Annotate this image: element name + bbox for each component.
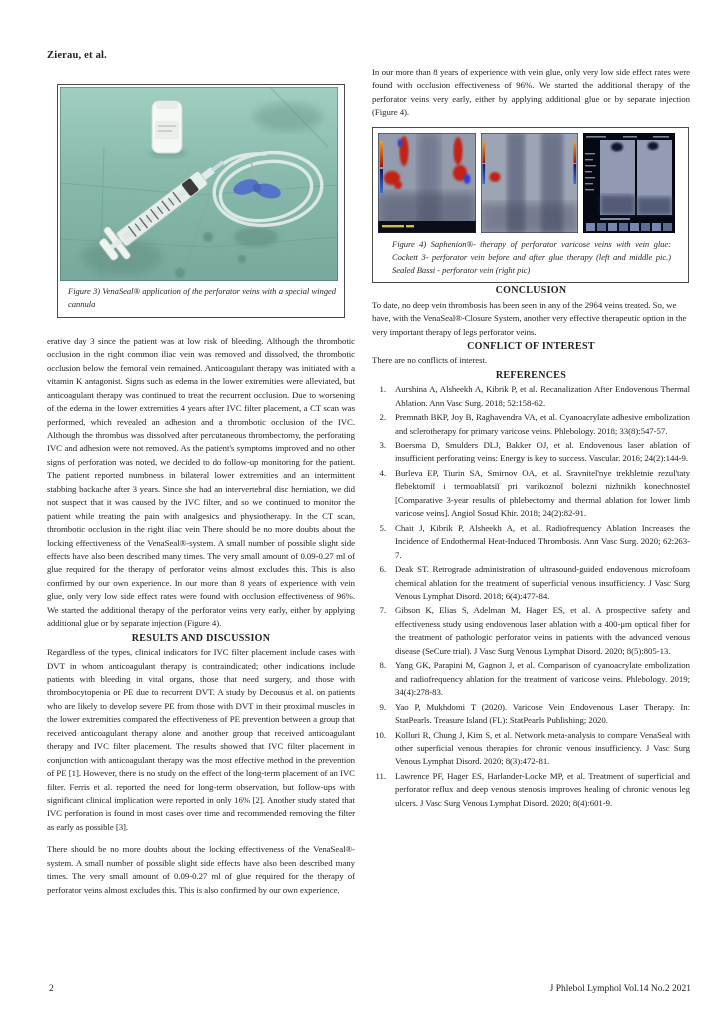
figure3-photo (60, 87, 338, 281)
conflict-paragraph: There are no conflicts of interest. (372, 355, 488, 366)
figure3-caption: Figure 3) VenaSeal® application of the perforator veins with a special winged cannula (68, 286, 336, 309)
measure-label (600, 218, 630, 220)
reference-text: Boersma D, Smulders DLJ, Bakker OJ, et al. Endovenous laser ablation of insufficient perforating veins: Energy is key to success. Vascular. 2016; 24(2):144-9. (395, 440, 690, 464)
footer-page-number: 2 (49, 984, 54, 994)
reference-item (372, 729, 690, 769)
reference-item (372, 439, 690, 466)
reference-number: 2. (379, 412, 386, 423)
reference-text: Aurshina A, Alsheekh A, Kibrik P, et al. Recanalization After Endovenous Thermal Ablation. Ann Vasc Surg. 2018; 52:158-62. (395, 384, 690, 408)
reference-item (372, 701, 690, 728)
author-header: Zierau, et al. (47, 50, 107, 61)
reference-item (372, 383, 690, 410)
reference-number: 3. (379, 440, 386, 450)
references-heading: REFERENCES (495, 369, 567, 381)
figure4-caption: Figure 4) Saphenion®- therapy of perforator varicose veins with vein glue: Cockett 3- perforator vein before and after glue therapy (left and middle pic.) Sealed Bassi - perforator vein (right pic) (392, 238, 671, 275)
ultrasound-image-after (481, 133, 578, 233)
reference-number: 11. (375, 770, 386, 781)
reference-text: Deak ST. Retrograde administration of ultrasound-guided endovenous microfoam chemical ablation for the treatment of superficial venous insufficiency. J Vasc Surg Venous Lymphat Disord. 2018; 6(4):477-84. (395, 564, 690, 601)
footer-journal: J Phlebol Lymphol Vol.14 No.2 2021 (549, 984, 691, 994)
ultrasound-image-before (378, 133, 476, 233)
reference-number: 7. (379, 605, 386, 616)
reference-text: Lawrence PF, Hager ES, Harlander-Locke MP, et al. Treatment of superficial and perforator reflux and deep venous stenosis improves healing of chronic venous leg ulcers. J Vasc Surg Venous Lymphat Disord. 2020; 8(4):601-9. (395, 770, 690, 808)
figure4-box (372, 127, 689, 284)
left-paragraph-1: erative day 3 since the patient was at low risk of bleeding. Although the thrombotic occlusion in the right common iliac vein was removed and dissolved, the thrombotic occlusion below the femoral vein remained. Anticoagulant therapy was initiated with a vitamin K antagonist. Signs such as edema in the lower extremities were alleviated, but anticoagulant therapy was continued to treat the recurrent occlusion. Due to worsening of the edema in the lower extremities 4 years after IVC filter placement, a CT scan was performed, which revealed an adhesion and a thrombotic occlusion of the IVC. Although the thrombus was dissolved after percutaneous thrombectomy, the perforating IVC and adhesion were not removed. As the patient's symptoms improved and no other signs of perforation was noted, we decided to do follow-up monitoring for the patient. The patient reported numbness in bilateral lower extremities and an intermittent stabbing backache after 3 years. Since she had an intervertebral disc herniation, we did not suspect that it was caused by the IVC filter, and so we continued to monitor the patient while treating the pain with analgesics and physiotherapy. In the CT scan, thrombotic occlusion in the right iliac vein There should be no more doubts about the locking effectiveness of the VenaSeal®-system. A small number of possible slight side effects have also been described many times. The very small amount of 0.09-0.27 ml of glue required for the therapy of perforator veins almost excludes this. This is also confirmed by our own experience. In our more than 8 years of experience with vein glue, only very low side effect rates were found with occlusion effectiveness of 96%. We started the additional therapy of the perforator veins very early, either by applying additional glue or by separate injection (Figure 4). (47, 335, 355, 629)
conclusion-heading: CONCLUSION (495, 285, 567, 297)
reference-number: 4. (379, 467, 386, 478)
ultrasound-image-sealed (583, 133, 675, 233)
us-panel-left (600, 140, 635, 215)
reference-text: Chait J, Kibrik P, Alsheekh A, et al. Radiofrequency Ablation Increases the Incidence of Endothermal Heat-Induced Thrombosis. Ann Vasc Surg. 2020; 62:263-7. (395, 522, 690, 560)
reference-item (372, 467, 690, 521)
doppler-colorbar-left (483, 141, 486, 184)
reference-number: 1. (379, 384, 386, 395)
reference-item (372, 411, 690, 438)
reference-number: 8. (379, 660, 386, 671)
reference-text: Premnath BKP, Joy B, Raghavendra VA, et al. Cyanoacrylate adhesive embolization and sclerotherapy for primary varicose veins. Phlebology. 2018; 33(8):547-57. (395, 412, 690, 436)
references-list (372, 383, 690, 810)
doppler-colorbar-right (574, 141, 577, 184)
reference-item (372, 563, 690, 603)
reference-number: 5. (379, 522, 386, 533)
reference-item (372, 770, 690, 810)
reference-text: Yang GK, Parapini M, Gagnon J, et al. Comparison of cyanoacrylate embolization and radiofrequency ablation for the treatment of varicose veins. Phlebology. 2019; 34(4):278-83. (395, 660, 690, 698)
reference-number: 6. (379, 564, 386, 575)
conflict-heading: CONFLICT OF INTEREST (467, 341, 595, 353)
reference-item (372, 522, 690, 562)
overlay-label-marks (382, 225, 414, 227)
doppler-flow-spot (490, 172, 501, 182)
figure3-box (57, 84, 345, 318)
results-heading: RESULTS AND DISCUSSION (131, 632, 271, 644)
left-column (47, 84, 355, 897)
reference-text: Burleva EP, Tiurin SA, Smirnov OA, et al. Sravnitel'nye trekhletnie rezul'taty flebektomiĭ i termoablatsiĭ pri varikoznoĭ bolezni nizhnikh konechnosteĭ [Comparative 3-year results of phlebectomy and thermal ablation for lower limb varicose veins]. Angiol Sosud Khir. 2018; 24(2):82-91. (395, 467, 690, 519)
doppler-colorbar (380, 141, 383, 193)
conclusion-paragraph: To date, no deep vein thrombosis has been seen in any of the 2964 veins treated. So, we have, with the VenaSeal®-Closure System, another very effective therapeutic option in the very important therapy of legs perforator veins. (372, 299, 687, 337)
figure4-images (378, 133, 683, 233)
reference-number: 10. (375, 729, 386, 740)
left-paragraph-2: Regardless of the types, clinical indicators for IVC filter placement include cases with DVT in whom anticoagulant therapy is contraindicated; other indications include patients with bleeding in vital organs, those that need surgery, and those with thrombocytopenia or PE due to recurrent DVT. A study by Decousus et al. on patients who are likely to develop severe PE from those with DVT in their proximal muscles in the lower extremities compared the effectiveness of PE prevention between a group that received anticoagulant therapy alone and another group that received anticoagulant therapy and IVC filter placement. The results showed that IVC filter placement in conjunction with anticoagulant therapy was the most effective method in the prevention of PE [1]. However, there is no study on the effect of the long-term placement of an IVC filter. Ferris et al. reported the need for long-term observation, but follow-ups with significant clinical implication were reported in only 16% [2]. Another study stated that IVC perforation is found in most cases over time and recommended removing the filter as early as possible [3]. (47, 647, 355, 832)
reference-item (372, 604, 690, 658)
reference-item (372, 659, 690, 699)
right-paragraph-1: In our more than 8 years of experience with vein glue, only very low side effect rates were found with occlusion effectiveness of 96%. We started the additional therapy of the perforator veins very early, either by applying additional glue or by separate injection (Figure 4). (372, 67, 690, 118)
reference-text: Gibson K, Elias S, Adelman M, Hager ES, et al. A prospective safety and effectiveness study using endovenous laser ablation with a 400-μm optical fiber for the treatment of pathologic perforator veins in patients with the advanced venous disease (SeCure trial). J Vasc Surg Venous Lymphat Disord. 2020; 8(5):805-13. (395, 605, 690, 656)
reference-number: 9. (379, 701, 386, 712)
right-column (372, 66, 690, 811)
us-panel-right (637, 140, 672, 215)
left-paragraph-3: There should be no more doubts about the locking effectiveness of the VenaSeal®-system. A small number of possible slight side effects have also been described many times. The very small amount of 0.09-0.27 ml of glue required for the therapy of perforator veins almost excludes this. This is also confirmed by our own experience. (47, 844, 355, 895)
reference-text: Yao P, Mukhdomi T (2020). Varicose Vein Endovenous Laser Therapy. In: StatPearls. Treasure Island (FL): StatPearls Publishing; 2020. (395, 701, 690, 726)
reference-text: Kolluri R, Chung J, Kim S, et al. Network meta-analysis to compare VenaSeal with other superficial venous therapies for chronic venous insufficiency. J Vasc Surg Venous Lymphat Disord. 2020; 8(3):472-81. (395, 729, 690, 767)
